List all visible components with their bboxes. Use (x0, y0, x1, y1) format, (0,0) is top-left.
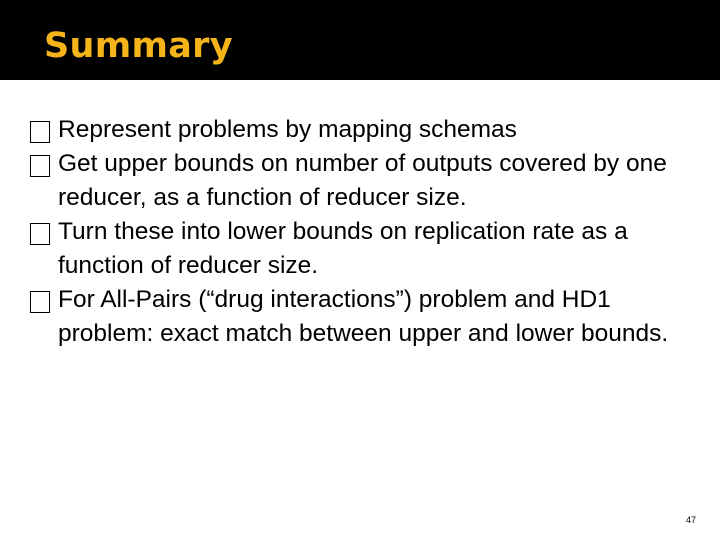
title-bar (0, 0, 720, 80)
bullet-item (30, 215, 700, 283)
bullet-box-icon (30, 155, 50, 177)
page-number: 47 (685, 515, 696, 525)
bullet-text: Get upper bounds on number of outputs covered by one reducer, as a function of reducer size. (58, 150, 667, 211)
bullet-box-icon (30, 223, 50, 245)
bullet-item (30, 113, 700, 147)
bullet-item (30, 147, 700, 215)
slide-title: Summary (44, 26, 233, 66)
bullet-box-icon (30, 121, 50, 143)
bullet-box-icon (30, 291, 50, 313)
bullet-list (30, 113, 700, 351)
bullet-text: Represent problems by mapping schemas (58, 116, 517, 143)
bullet-text: For All-Pairs (“drug interactions”) problem and HD1 problem: exact match between upper and lower bounds. (58, 286, 669, 347)
bullet-item (30, 283, 700, 351)
bullet-text: Turn these into lower bounds on replication rate as a function of reducer size. (58, 218, 628, 279)
